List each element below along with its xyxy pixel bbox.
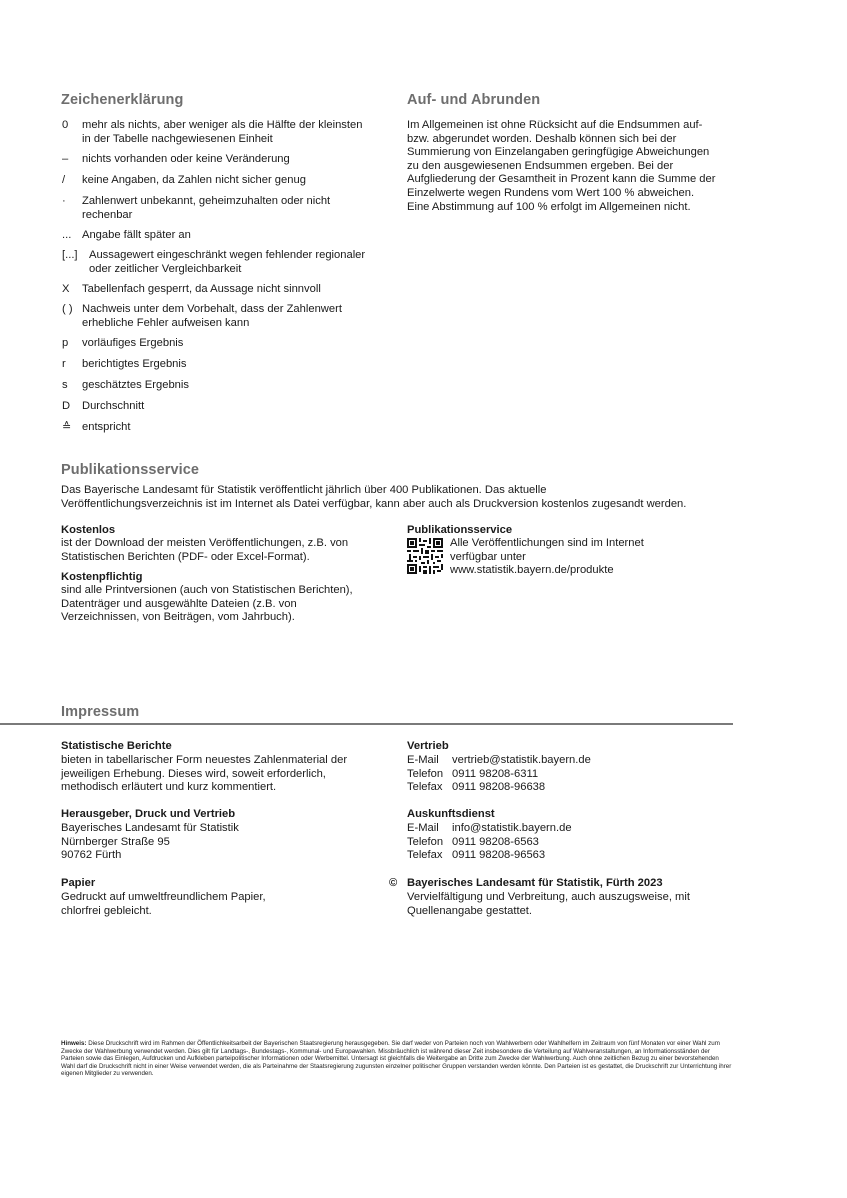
legend-symbol: p — [62, 337, 69, 349]
contact-label: E-Mail — [407, 754, 439, 766]
legend-item — [62, 249, 372, 276]
publications-title: Publikationsservice — [61, 462, 200, 478]
legend-symbol: [...] — [62, 249, 78, 261]
legend-text: vorläufiges Ergebnis — [82, 337, 184, 349]
service-text: Alle Veröffentlichungen sind im Internet verfügbar unter — [450, 537, 644, 563]
legend-text: mehr als nichts, aber weniger als die Hälfte der kleinsten in der Tabelle nachgewiesenen Einheit — [82, 119, 363, 145]
legend-text: nichts vorhanden oder keine Veränderung — [82, 153, 290, 165]
copyright-title: Bayerisches Landesamt für Statistik, Fürth 2023 — [407, 877, 663, 889]
legend-symbol: X — [62, 283, 70, 295]
legend-item — [62, 229, 372, 243]
legend-text: Nachweis unter dem Vorbehalt, dass der Zahlenwert erhebliche Fehler aufweisen kann — [82, 303, 342, 329]
legend-item — [62, 358, 372, 372]
legend-item — [62, 421, 372, 435]
service-title: Publikationsservice — [407, 524, 513, 536]
legend-symbol: ... — [62, 229, 72, 241]
free-title: Kostenlos — [61, 524, 116, 536]
contact-label: Telefax — [407, 849, 443, 862]
legend-text: geschätztes Ergebnis — [82, 379, 189, 391]
legend-symbol: r — [62, 358, 66, 370]
email-link[interactable]: vertrieb@statistik.bayern.de — [452, 754, 591, 766]
publications-intro: Das Bayerische Landesamt für Statistik veröffentlicht jährlich über 400 Publikationen. Das aktuelle Veröffentlichungsverzeichnis ist im Internet als Datei verfügbar, kann aber auch als Druckversion kostenlos zugesandt werden. — [61, 484, 687, 510]
legend-symbol: ≙ — [62, 421, 72, 433]
legend-text: Tabellenfach gesperrt, da Aussage nicht sinnvoll — [82, 283, 321, 295]
legend-text: keine Angaben, da Zahlen nicht sicher genug — [82, 174, 306, 186]
contact-label: Telefon — [407, 835, 444, 848]
imprint-divider — [0, 723, 733, 725]
copyright-icon: © — [389, 877, 398, 889]
legend-symbol: 0 — [62, 119, 69, 131]
sales-title: Vertrieb — [407, 740, 449, 752]
contact-row — [407, 754, 591, 768]
notice-text: Diese Druckschrift wird im Rahmen der Öffentlichkeitsarbeit der Bayerischen Staatsregierung herausgegeben. Sie darf weder von Parteien noch von Wahlwerbern oder Wahlhelfern im Zeitraum von fünf Monaten vor einer Wahl zum Zwecke der Wahlwerbung verwendet werden. Dies gilt für Landtags-, Bundestags-, Kommunal- und Europawahlen. Missbräuchlich ist während dieser Zeit insbesondere die Verteilung auf Wahlveranstaltungen, an Informationsständen der Parteien sowie das Einlegen, Aufdrucken und Aufkleben parteipolitischer Informationen oder Werbemittel. Untersagt ist gleichfalls die Weitergabe an Dritte zum Zwecke der Wahlwerbung. Auch ohne zeitlichen Bezug zu einer bevorstehenden Wahl darf die Druckschrift nicht in einer Weise verwendet werden, die als Parteinahme der Staatsregierung zugunsten einzelner politischer Gruppen verstanden werden könnte. Den Parteien ist es gestattet, die Druckschrift zur Unterrichtung ihrer eigenen Mitglieder zu verwenden. — [61, 1040, 732, 1078]
legend-text: entspricht — [82, 421, 131, 433]
email-link[interactable]: info@statistik.bayern.de — [452, 822, 572, 834]
reports-title: Statistische Berichte — [61, 740, 172, 752]
legend-item — [62, 400, 372, 414]
legend-item — [62, 303, 372, 330]
publisher-line: 90762 Fürth — [61, 849, 122, 862]
free-text: ist der Download der meisten Veröffentlichungen, z.B. von Statistischen Berichten (PDF- oder Excel-Format). — [61, 537, 349, 563]
imprint-title: Impressum — [61, 704, 140, 720]
rounding-text: Im Allgemeinen ist ohne Rücksicht auf die Endsummen auf-bzw. abgerundet worden. Deshalb können sich bei der Summierung von Einzelangaben geringfügige Abweichungen zu den ausgewiesenen Endsummen ergeben. Bei der Aufgliederung der Gesamtheit in Prozent kann die Summe der Einzelwerte wegen Rundens vom Wert 100 % abweichen. Eine Abstimmung auf 100 % erfolgt im Allgemeinen nicht. — [407, 119, 716, 213]
paid-text: sind alle Printversionen (auch von Statistischen Berichten), Datenträger und ausgewählte Dateien (z.B. von Verzeichnissen, von Beiträgen, vom Jahrbuch). — [61, 584, 353, 624]
legend-item — [62, 283, 372, 297]
legend-symbol: D — [62, 400, 71, 412]
legend-item — [62, 379, 372, 393]
qr-code-icon[interactable] — [407, 538, 443, 579]
info-contacts — [407, 822, 572, 863]
legend-text: Aussagewert eingeschränkt wegen fehlender regionaler oder zeitlicher Vergleichbarkeit — [89, 249, 366, 275]
phone-number: 0911 98208-6311 — [452, 767, 539, 780]
notice-label: Hinweis: — [61, 1040, 87, 1047]
contact-row — [407, 849, 572, 863]
contact-row — [407, 836, 572, 850]
reports-text: bieten in tabellarischer Form neuestes Zahlenmaterial der jeweiligen Erhebung. Dieses wird, soweit erforderlich, methodisch erläutert und kurz kommentiert. — [61, 754, 348, 794]
publisher-line: Nürnberger Straße 95 — [61, 835, 170, 848]
paper-text: Gedruckt auf umweltfreundlichem Papier, chlorfrei gebleicht. — [61, 891, 266, 917]
contact-row — [407, 781, 591, 795]
contact-label: Telefax — [407, 781, 443, 794]
phone-number: 0911 98208-6563 — [452, 835, 539, 848]
contact-label: Telefon — [407, 767, 444, 780]
legend-symbol: · — [62, 195, 66, 207]
legend-item — [62, 195, 372, 222]
notice — [61, 1040, 734, 1078]
legend-text: Durchschnitt — [82, 400, 145, 412]
paper-title: Papier — [61, 877, 96, 889]
legend-symbol: s — [62, 379, 68, 391]
legend-symbol: ( ) — [62, 303, 73, 315]
contact-row — [407, 822, 572, 836]
legend-text: Zahlenwert unbekannt, geheimzuhalten oder nicht rechenbar — [82, 195, 331, 221]
legend-symbol: – — [62, 153, 69, 165]
paid-title: Kostenpflichtig — [61, 571, 143, 583]
legend-symbol: / — [62, 174, 66, 186]
copyright-text: Vervielfältigung und Verbreitung, auch auszugsweise, mit Quellenangabe gestattet. — [407, 891, 690, 917]
contact-row — [407, 768, 591, 782]
service-url-link[interactable]: www.statistik.bayern.de/produkte — [450, 564, 614, 576]
legend-item — [62, 153, 372, 167]
publisher-address — [61, 822, 239, 863]
legend-title: Zeichenerklärung — [61, 92, 184, 108]
sales-contacts — [407, 754, 591, 795]
fax-number: 0911 98208-96563 — [452, 849, 546, 862]
legend-item — [62, 119, 372, 146]
publisher-title: Herausgeber, Druck und Vertrieb — [61, 808, 236, 820]
rounding-title: Auf- und Abrunden — [407, 92, 541, 108]
fax-number: 0911 98208-96638 — [452, 781, 546, 794]
legend-text: berichtigtes Ergebnis — [82, 358, 187, 370]
contact-label: E-Mail — [407, 822, 439, 834]
legend-item — [62, 174, 372, 188]
legend-text: Angabe fällt später an — [82, 229, 191, 241]
legend-item — [62, 337, 372, 351]
info-title: Auskunftsdienst — [407, 808, 495, 820]
publisher-line: Bayerisches Landesamt für Statistik — [61, 822, 239, 834]
